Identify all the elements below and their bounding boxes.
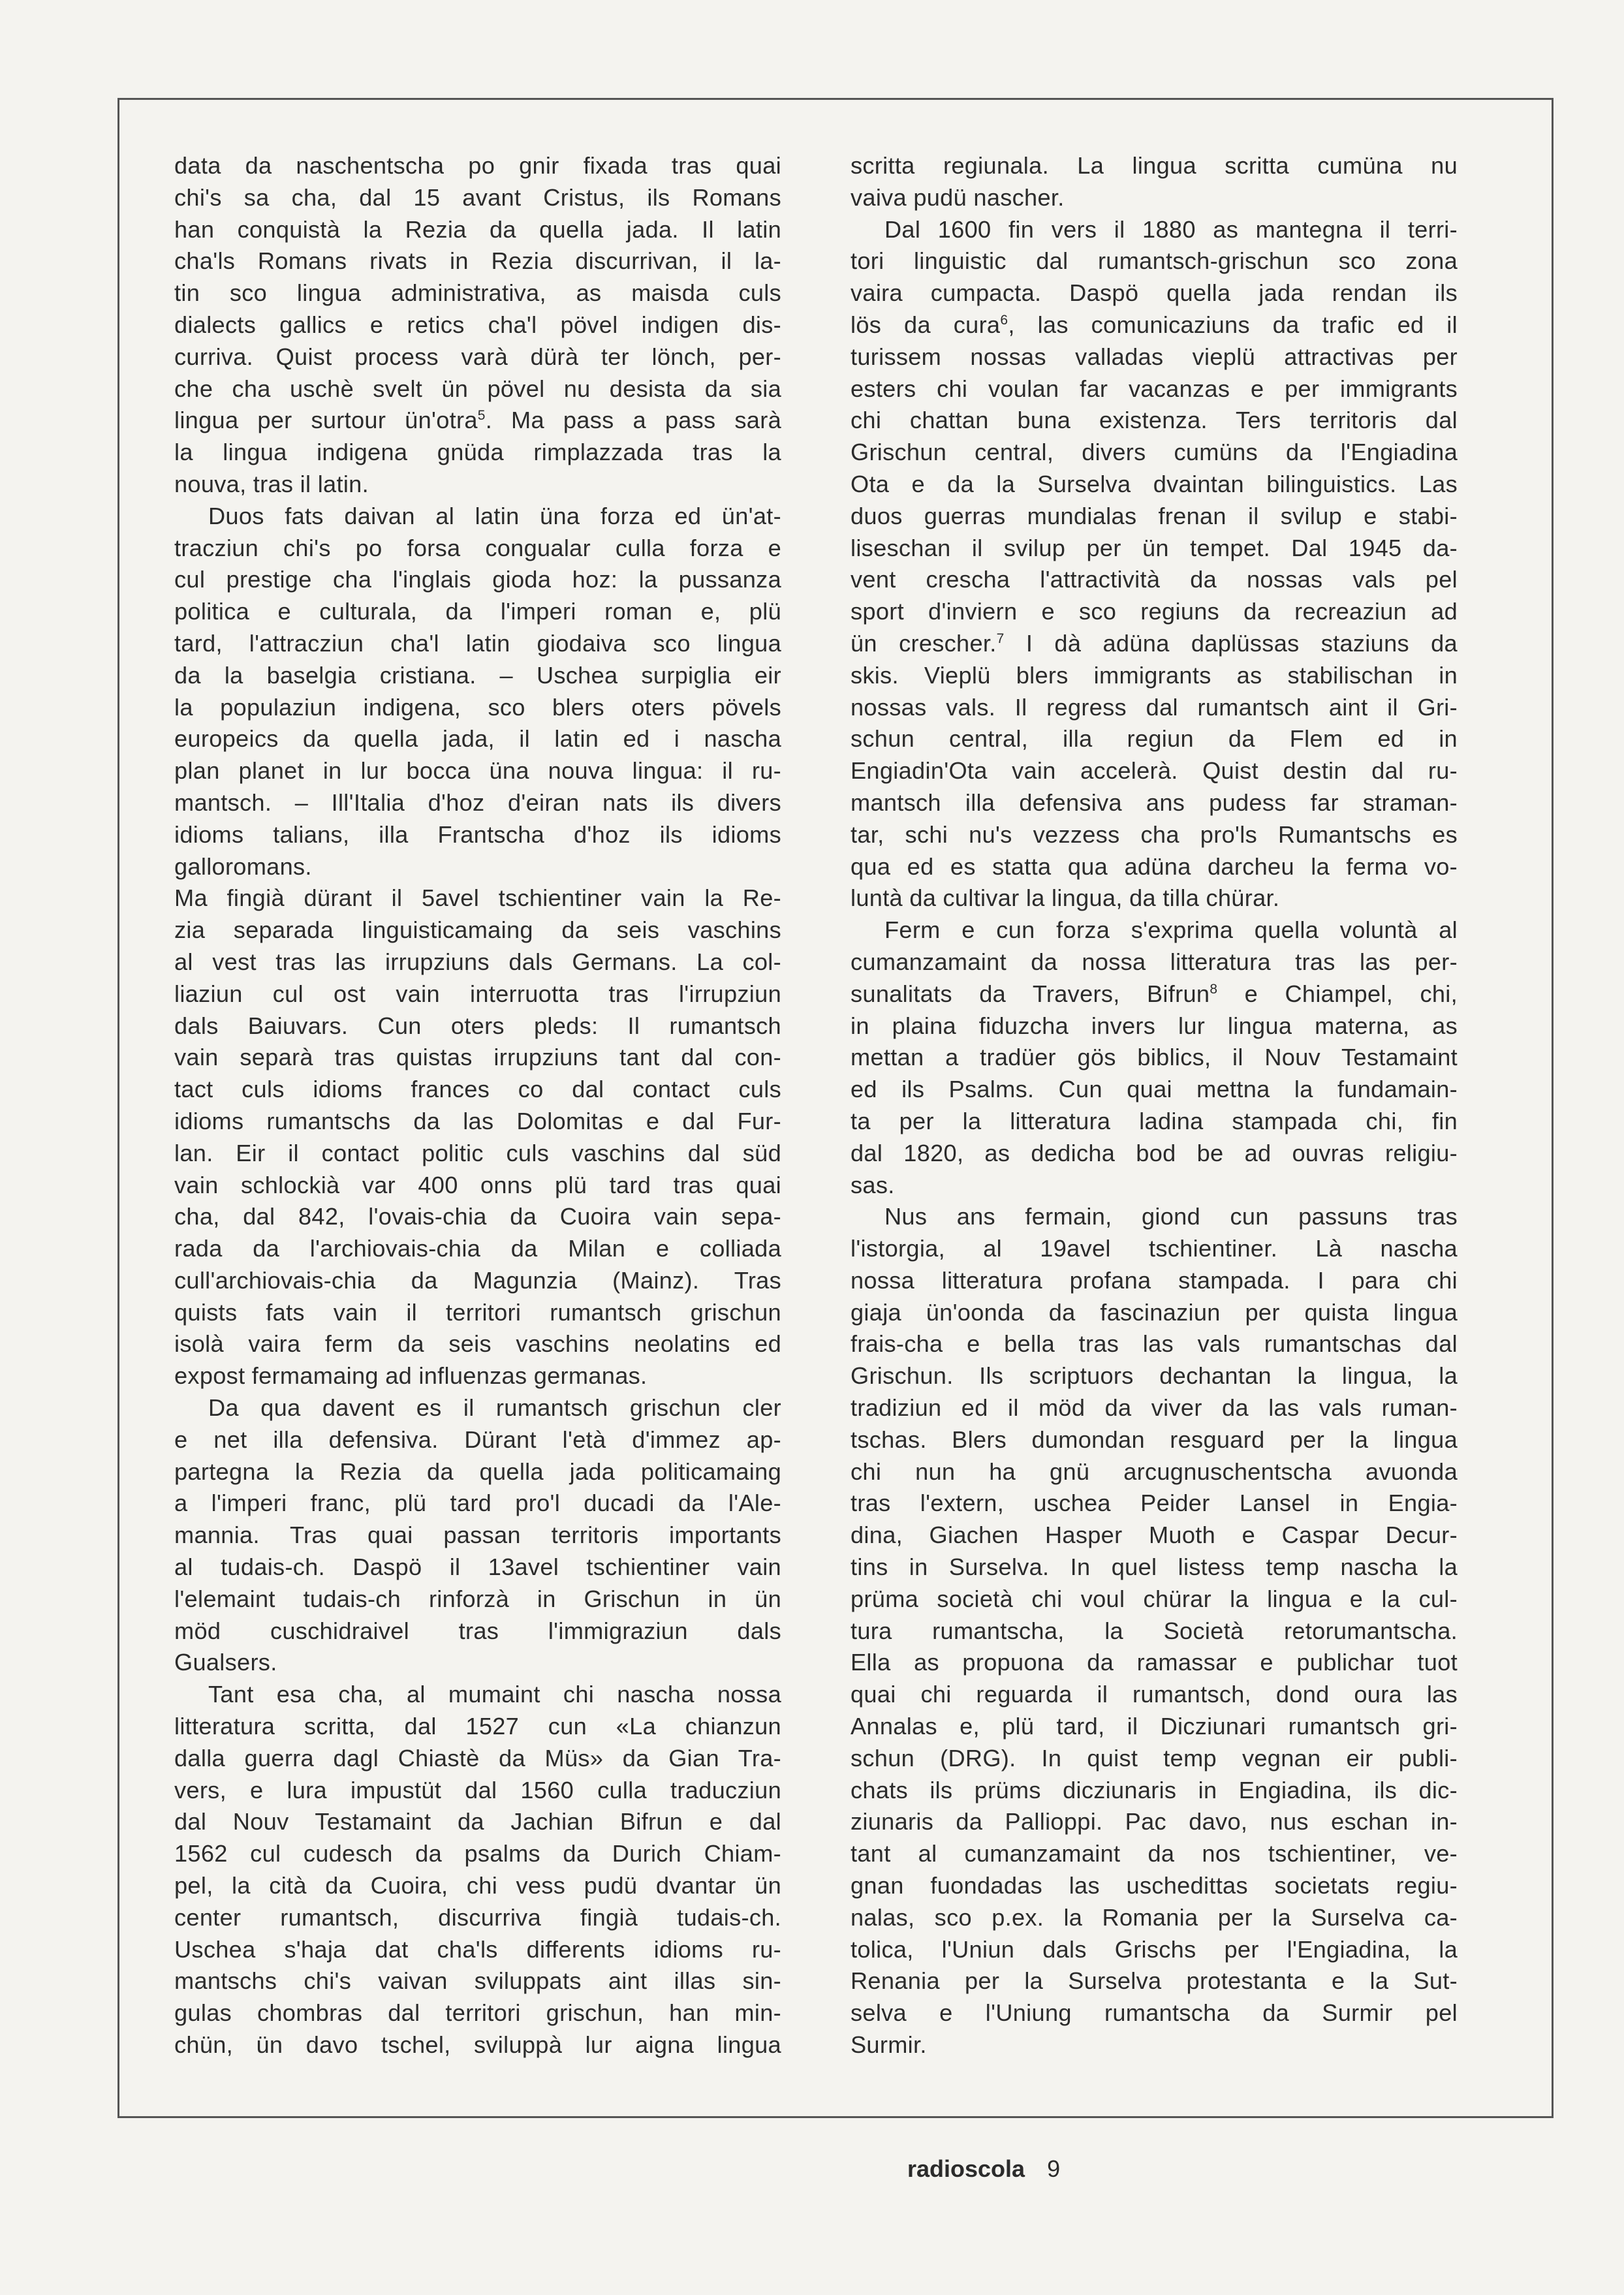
page-number: 9 bbox=[1047, 2155, 1061, 2182]
text-line: esters chi voulan far vacanzas e per immigrants bbox=[851, 375, 1458, 402]
text-line: Ma fingià dürant il 5avel tschientiner vain la Re- bbox=[174, 884, 781, 912]
text-line: Da qua davent es il rumantsch grischun cler bbox=[208, 1394, 781, 1422]
text-line: in plaina fiduzcha invers lur lingua materna, as bbox=[851, 1012, 1458, 1039]
text-line: vain separà tras quistas irrupziuns tant dal con- bbox=[174, 1044, 781, 1071]
text-line: la lingua indigena gnüda rimplazzada tras la bbox=[174, 439, 781, 466]
text-line: prüma società chi voul chürar la lingua e la cul- bbox=[851, 1585, 1458, 1612]
text-line: tura rumantscha, la Società retorumantscha. bbox=[851, 1617, 1458, 1644]
text-line: tin sco lingua administrativa, as maisda culs bbox=[174, 279, 781, 307]
text-line: isolà vaira ferm da seis vaschins neolatins ed bbox=[174, 1330, 781, 1358]
page-footer bbox=[907, 2155, 1060, 2183]
text-line: Grischun central, divers cumüns da l'Engiadina bbox=[851, 439, 1458, 466]
text-line: tschas. Blers dumondan resguard per la lingua bbox=[851, 1426, 1458, 1453]
publication-name: radioscola bbox=[907, 2155, 1025, 2182]
text-line: vers, e lura impustüt dal 1560 culla traducziun bbox=[174, 1776, 781, 1803]
text-line: tact culs idioms frances co dal contact culs bbox=[174, 1076, 781, 1103]
text-line: lingua per surtour ün'otra$^5$. Ma pass a pass sarà bbox=[174, 407, 781, 434]
text-line: Annalas e, plü tard, il Dicziunari rumantsch gri- bbox=[851, 1713, 1458, 1740]
text-line: dals Baiuvars. Cun oters pleds: Il rumantsch bbox=[174, 1012, 781, 1039]
text-line: nossa litteratura profana stampada. I para chi bbox=[851, 1266, 1458, 1294]
text-line: data da naschentscha po gnir fixada tras quai bbox=[174, 152, 781, 179]
text-line: vent crescha l'attractività da nossas vals pel bbox=[851, 566, 1458, 593]
text-line: Duos fats daivan al latin üna forza ed ün'at- bbox=[208, 502, 781, 529]
text-line: Surmir. bbox=[851, 2031, 927, 2059]
text-line: dina, Giachen Hasper Muoth e Caspar Decur- bbox=[851, 1522, 1458, 1549]
text-line: tar, schi nu's vezzess cha pro'ls Rumantschs es bbox=[851, 820, 1458, 848]
text-line: quai chi reguarda il rumantsch, dond oura las bbox=[851, 1681, 1458, 1708]
text-line: tras l'extern, uschea Peider Lansel in Engia- bbox=[851, 1490, 1458, 1517]
text-line: tradiziun ed il möd da viver da las vals ruman- bbox=[851, 1394, 1458, 1422]
text-line: quists fats vain il territori rumantsch grischun bbox=[174, 1298, 781, 1326]
text-line: e net illa defensiva. Dürant l'età d'immez ap- bbox=[174, 1426, 781, 1453]
text-line: schun (DRG). In quist temp vegnan eir publi- bbox=[851, 1744, 1458, 1772]
text-line: europeics da quella jada, il latin ed i nascha bbox=[174, 725, 781, 753]
text-line: cumanzamaint da nossa litteratura tras las per- bbox=[851, 948, 1458, 975]
text-line: Uschea s'haja dat cha'ls differents idioms ru- bbox=[174, 1935, 781, 1963]
text-line: zia separada linguisticamaing da seis vaschins bbox=[174, 916, 781, 944]
text-line: lan. Eir il contact politic culs vaschins dal süd bbox=[174, 1139, 781, 1166]
text-line: Gualsers. bbox=[174, 1649, 277, 1676]
text-line: chi chattan buna existenza. Ters territoris dal bbox=[851, 407, 1458, 434]
text-line: curriva. Quist process varà dürà ter lönch, per- bbox=[174, 343, 781, 370]
text-line: han conquistà la Rezia da quella jada. Il latin bbox=[174, 215, 781, 243]
text-line: chün, ün davo tschel, sviluppà lur aigna lingua bbox=[174, 2031, 781, 2059]
text-line: che cha uschè svelt ün pövel nu desista da sia bbox=[174, 375, 781, 402]
text-line: mannia. Tras quai passan territoris importants bbox=[174, 1522, 781, 1549]
text-line: turissem nossas valladas vieplü attractivas per bbox=[851, 343, 1458, 370]
text-line: Renania per la Surselva protestanta e la Sut- bbox=[851, 1967, 1458, 1995]
text-line: tard, l'attracziun cha'l latin giodaiva sco lingua bbox=[174, 629, 781, 657]
text-line: mantschs chi's vaivan sviluppats aint illas sin- bbox=[174, 1967, 781, 1995]
text-line: tant al cumanzamaint da nos tschientiner, ve- bbox=[851, 1840, 1458, 1867]
text-line: sas. bbox=[851, 1171, 895, 1198]
text-line: chi's sa cha, dal 15 avant Cristus, ils Romans bbox=[174, 183, 781, 211]
text-line: lös da cura$^6$, las comunicaziuns da trafic ed il bbox=[851, 311, 1458, 338]
text-line: vaiva pudü nascher. bbox=[851, 183, 1065, 211]
text-line: nossas vals. Il regress dal rumantsch aint il Gri- bbox=[851, 693, 1458, 721]
text-line: tins in Surselva. In quel listess temp nascha la bbox=[851, 1553, 1458, 1581]
text-line: rada da l'archiovais-chia da Milan e colliada bbox=[174, 1235, 781, 1262]
text-line: l'istorgia, al 19avel tschientiner. Là nascha bbox=[851, 1235, 1458, 1262]
text-line: dialects gallics e retics cha'l pövel indigen dis- bbox=[174, 311, 781, 338]
text-line: Engiadin'Ota vain accelerà. Quist destin dal ru- bbox=[851, 757, 1458, 785]
text-line: Ferm e cun forza s'exprima quella voluntà al bbox=[884, 916, 1458, 944]
text-line: Dal 1600 fin vers il 1880 as mantegna il terri- bbox=[884, 215, 1458, 243]
text-line: cha, dal 842, l'ovais-chia da Cuoira vain sepa- bbox=[174, 1203, 781, 1230]
text-line: expost fermamaing ad influenzas germanas. bbox=[174, 1362, 648, 1390]
text-line: cull'archiovais-chia da Magunzia (Mainz). Tras bbox=[174, 1266, 781, 1294]
text-line: liaziun cul ost vain interruotta tras l'irrupziun bbox=[174, 980, 781, 1007]
text-line: mantsch. – Ill'Italia d'hoz d'eiran nats ils divers bbox=[174, 788, 781, 816]
text-line: chats ils prüms dicziunaris in Engiadina, ils dic- bbox=[851, 1776, 1458, 1803]
text-line: a l'imperi franc, plü tard pro'l ducadi da l'Ale- bbox=[174, 1490, 781, 1517]
text-line: schun central, illa regiun da Flem ed in bbox=[851, 725, 1458, 753]
text-line: sport d'inviern e sco regiuns da recreaziun ad bbox=[851, 598, 1458, 625]
text-line: plan planet in lur bocca üna nouva lingua: il ru- bbox=[174, 757, 781, 785]
text-line: liseschan il svilup per ün tempet. Dal 1945 da- bbox=[851, 534, 1458, 561]
text-line: tracziun chi's po forsa congualar culla forza e bbox=[174, 534, 781, 561]
text-line: 1562 cul cudesch da psalms da Durich Chiam- bbox=[174, 1840, 781, 1867]
text-line: gnan fuondadas las uschedittas societats regiu- bbox=[851, 1872, 1458, 1899]
text-line: skis. Vieplü blers immigrants as stabilischan in bbox=[851, 661, 1458, 689]
text-line: al tudais-ch. Daspö il 13avel tschientiner vain bbox=[174, 1553, 781, 1581]
text-line: pel, la cità da Cuoira, chi vess pudü dvantar ün bbox=[174, 1872, 781, 1899]
text-line: Ella as propuona da ramassar e publichar tuot bbox=[851, 1649, 1458, 1676]
text-line: scritta regiunala. La lingua scritta cumüna nu bbox=[851, 152, 1458, 179]
text-line: Ota e da la Surselva dvaintan bilinguistics. Las bbox=[851, 470, 1458, 497]
text-line: duos guerras mundialas frenan il svilup e stabi- bbox=[851, 502, 1458, 529]
text-line: cul prestige cha l'inglais gioda hoz: la pussanza bbox=[174, 566, 781, 593]
text-line: al vest tras las irrupziuns dals Germans. La col- bbox=[174, 948, 781, 975]
text-line: l'elemaint tudais-ch rinforzà in Grischun in ün bbox=[174, 1585, 781, 1612]
footnote-ref: 5 bbox=[477, 408, 486, 424]
text-line: litteratura scritta, dal 1527 cun «La chianzun bbox=[174, 1713, 781, 1740]
text-line: Tant esa cha, al mumaint chi nascha nossa bbox=[208, 1681, 781, 1708]
footnote-ref: 6 bbox=[1000, 312, 1008, 328]
text-column-right bbox=[851, 150, 1458, 2061]
text-line: chi nun ha gnü arcugnuschentscha avuonda bbox=[851, 1458, 1458, 1485]
text-line: tolica, l'Uniun dals Grischs per l'Engiadina, la bbox=[851, 1935, 1458, 1963]
text-line: dal Nouv Testamaint da Jachian Bifrun e dal bbox=[174, 1808, 781, 1835]
text-line: gulas chombras dal territori grischun, han min- bbox=[174, 1999, 781, 2027]
footnote-ref: 7 bbox=[996, 631, 1005, 646]
text-line: frais-cha e bella tras las vals rumantschas dal bbox=[851, 1330, 1458, 1358]
text-line: dalla guerra dagl Chiastè da Müs» da Gian Tra- bbox=[174, 1744, 781, 1772]
text-line: dal 1820, as dedicha bod be ad ouvras religiu- bbox=[851, 1139, 1458, 1166]
text-line: Nus ans fermain, giond cun passuns tras bbox=[884, 1203, 1458, 1230]
text-line: center rumantsch, discurriva fingià tudais-ch. bbox=[174, 1903, 781, 1931]
text-line: qua ed es statta qua adüna darcheu la ferma vo- bbox=[851, 852, 1458, 880]
text-line: mettan a tradüer gös biblics, il Nouv Testamaint bbox=[851, 1044, 1458, 1071]
text-line: idioms talians, illa Frantscha d'hoz ils idioms bbox=[174, 820, 781, 848]
text-line: cha'ls Romans rivats in Rezia discurrivan, il la- bbox=[174, 247, 781, 275]
text-line: nalas, sco p.ex. la Romania per la Surselva ca- bbox=[851, 1903, 1458, 1931]
footnote-ref: 8 bbox=[1210, 981, 1218, 997]
text-line: politica e culturala, da l'imperi roman e, plü bbox=[174, 598, 781, 625]
text-line: Grischun. Ils scriptuors dechantan la lingua, la bbox=[851, 1362, 1458, 1390]
text-line: luntà da cultivar la lingua, da tilla chürar. bbox=[851, 884, 1280, 912]
text-line: sunalitats da Travers, Bifrun$^8$ e Chiampel, chi, bbox=[851, 980, 1458, 1007]
text-line: nouva, tras il latin. bbox=[174, 470, 369, 497]
text-line: ed ils Psalms. Cun quai mettna la fundamain- bbox=[851, 1076, 1458, 1103]
text-line: ün crescher.$^7$ I dà adüna daplüssas staziuns da bbox=[851, 629, 1458, 657]
text-line: la populaziun indigena, sco blers oters pövels bbox=[174, 693, 781, 721]
text-line: da la baselgia cristiana. – Uschea surpiglia eir bbox=[174, 661, 781, 689]
text-line: ta per la litteratura ladina stampada chi, fin bbox=[851, 1107, 1458, 1134]
text-line: mantsch illa defensiva ans pudess far straman- bbox=[851, 788, 1458, 816]
text-line: idioms rumantschs da las Dolomitas e dal Fur- bbox=[174, 1107, 781, 1134]
text-line: möd cuschidraivel tras l'immigraziun dals bbox=[174, 1617, 781, 1644]
text-line: galloromans. bbox=[174, 852, 312, 880]
text-line: selva e l'Uniung rumantscha da Surmir pel bbox=[851, 1999, 1458, 2027]
text-line: partegna la Rezia da quella jada politicamaing bbox=[174, 1458, 781, 1485]
text-line: tori linguistic dal rumantsch-grischun sco zona bbox=[851, 247, 1458, 275]
text-line: giaja ün'oonda da fascinaziun per quista lingua bbox=[851, 1298, 1458, 1326]
text-line: ziunaris da Pallioppi. Pac davo, nus eschan in- bbox=[851, 1808, 1458, 1835]
text-line: vain schlockià var 400 onns plü tard tras quai bbox=[174, 1171, 781, 1198]
text-line: vaira cumpacta. Daspö quella jada rendan ils bbox=[851, 279, 1458, 307]
text-column-left bbox=[174, 150, 781, 2061]
